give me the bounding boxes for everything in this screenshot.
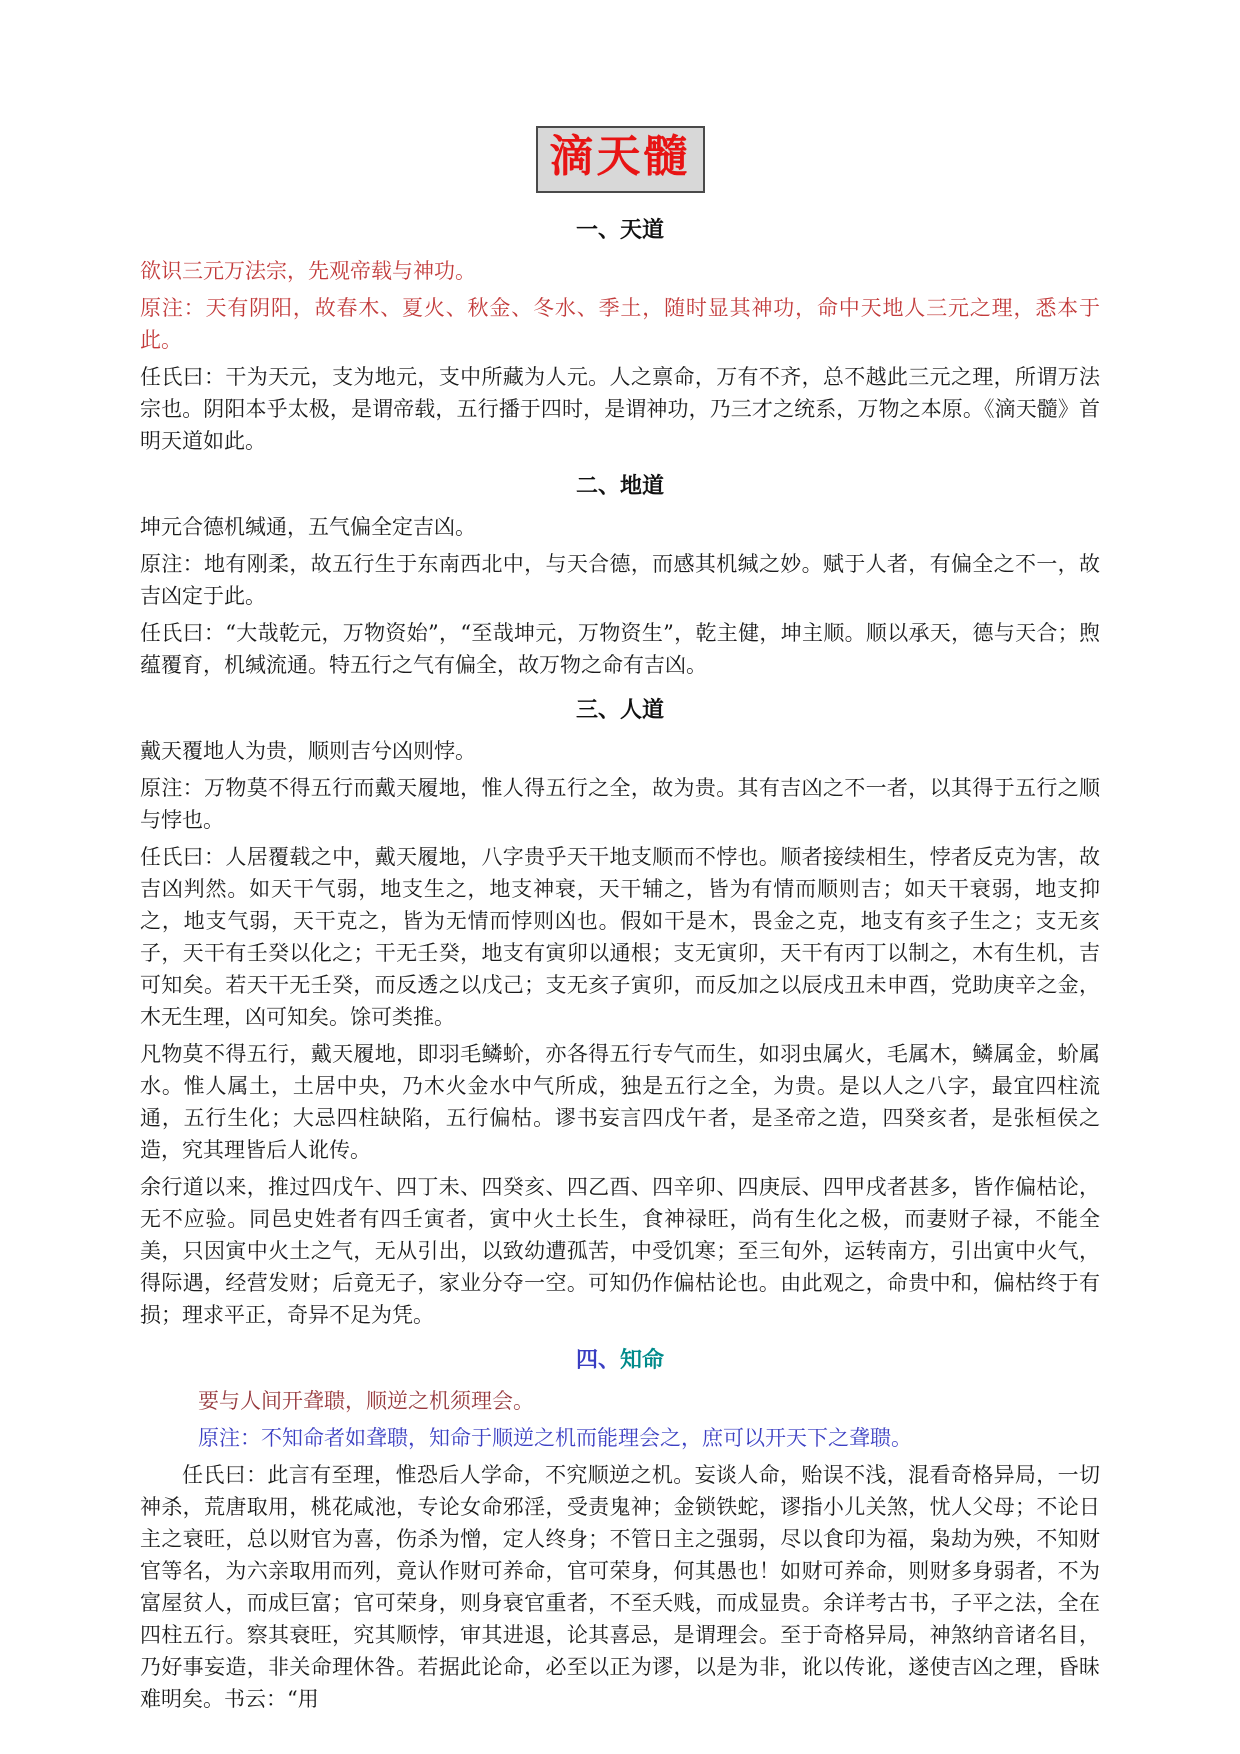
ren-shi-commentary: 任氏曰：人居覆载之中，戴天履地，八字贵乎天干地支顺而不悖也。顺者接续相生，悖者反克为害，故吉凶判然。如天干气弱，地支生之，地支神衰，天干辅之，皆为有情而顺则吉；如天干衰弱，地支抑之，地支气弱，天干克之，皆为无情而悖则凶也。假如干是木，畏金之克，地支有亥子生之；支无亥子，天干有壬癸以化之；干无壬癸，地支有寅卯以通根；支无寅卯，天干有丙丁以制之，木有生机，吉可知矣。若天干无壬癸，而反透之以戊己；支无亥子寅卯，而反加之以辰戌丑未申酉，党助庚辛之金，木无生理，凶可知矣。馀可类推。 bbox=[140, 844, 1100, 1029]
ren-shi-commentary: 任氏曰：“大哉乾元，万物资始”，“至哉坤元，万物资生”，乾主健，坤主顺。顺以承天，德与天合；煦蕴覆育，机缄流通。特五行之气有偏全，故万物之命有吉凶。 bbox=[140, 620, 1100, 677]
ren-shi-commentary-continued: 凡物莫不得五行，戴天履地，即羽毛鳞蚧，亦各得五行专气而生，如羽虫属火，毛属木，鳞属金，蚧属水。惟人属土，土居中央，乃木火金水中气所成，独是五行之全，为贵。是以人之八字，最宜四柱流通，五行生化；大忌四柱缺陷，五行偏枯。谬书妄言四戊午者，是圣帝之造，四癸亥者，是张桓侯之造，究其理皆后人讹传。 bbox=[140, 1041, 1100, 1162]
original-note: 原注：地有刚柔，故五行生于东南西北中，与天合德，而感其机缄之妙。赋于人者，有偏全之不一，故吉凶定于此。 bbox=[140, 551, 1100, 608]
ren-shi-commentary: 任氏曰：此言有至理，惟恐后人学命，不究顺逆之机。妄谈人命，贻误不浅，混看奇格异局，一切神杀，荒唐取用，桃花咸池，专论女命邪淫，受责鬼神；金锁铁蛇，谬指小儿关煞，忧人父母；不论日主之衰旺，总以财官为喜，伤杀为憎，定人终身；不管日主之强弱，尽以食印为福，枭劫为殃，不知财官等名，为六亲取用而列，竟认作财可养命，官可荣身，何其愚也！如财可养命，则财多身弱者，不为富屋贫人，而成巨富；官可荣身，则身衰官重者，不至夭贱，而成显贵。余详考古书，子平之法，全在四柱五行。察其衰旺，究其顺悖，审其进退，论其喜忌，是谓理会。至于奇格异局，神煞纳音诸名目，乃好事妄造，非关命理休咎。若据此论命，必至以正为谬，以是为非，讹以传讹，遂使吉凶之理，昏昧难明矣。书云：“用 bbox=[140, 1462, 1100, 1711]
verse-text: 要与人间开聋聩，顺逆之机须理会。 bbox=[198, 1388, 534, 1413]
document-title: 滴天髓 bbox=[549, 131, 691, 182]
original-note: 原注：万物莫不得五行而戴天履地，惟人得五行之全，故为贵。其有吉凶之不一者，以其得于五行之顺与悖也。 bbox=[140, 775, 1100, 832]
verse-text: 欲识三元万法宗，先观帝载与神功。 bbox=[140, 258, 476, 283]
section-heading-rendao: 三、人道 bbox=[575, 696, 664, 723]
section-label: 知命 bbox=[620, 1346, 665, 1373]
verse-text: 戴天覆地人为贵，顺则吉兮凶则悖。 bbox=[140, 738, 476, 763]
section-heading-didao: 二、地道 bbox=[575, 472, 664, 499]
title-box bbox=[536, 126, 705, 193]
ren-shi-commentary: 任氏曰：干为天元，支为地元，支中所藏为人元。人之禀命，万有不齐，总不越此三元之理，所谓万法宗也。阴阳本乎太极，是谓帝载，五行播于四时，是谓神功，乃三才之统系，万物之本原。《滴天髓》首明天道如此。 bbox=[140, 364, 1100, 453]
original-note: 原注：不知命者如聋聩，知命于顺逆之机而能理会之，庶可以开天下之聋聩。 bbox=[198, 1425, 912, 1450]
ren-shi-commentary-continued: 余行道以来，推过四戊午、四丁未、四癸亥、四乙酉、四辛卯、四庚辰、四甲戌者甚多，皆作偏枯论，无不应验。同邑史姓者有四壬寅者，寅中火土长生，食神禄旺，尚有生化之极，而妻财子禄，不能全美，只因寅中火土之气，无从引出，以致幼遭孤苦，中受饥寒；至三旬外，运转南方，引出寅中火气，得际遇，经营发财；后竟无子，家业分夺一空。可知仍作偏枯论也。由此观之，命贵中和，偏枯终于有损；理求平正，奇异不足为凭。 bbox=[140, 1174, 1100, 1327]
original-note: 原注：天有阴阳，故春木、夏火、秋金、冬水、季土，随时显其神功，命中天地人三元之理，悉本于此。 bbox=[140, 295, 1100, 352]
verse-text: 坤元合德机缄通，五气偏全定吉凶。 bbox=[140, 514, 476, 539]
section-heading-tiandao: 一、天道 bbox=[575, 216, 664, 243]
section-heading-zhiming bbox=[140, 1345, 1100, 1375]
section-number: 四、 bbox=[575, 1346, 620, 1373]
